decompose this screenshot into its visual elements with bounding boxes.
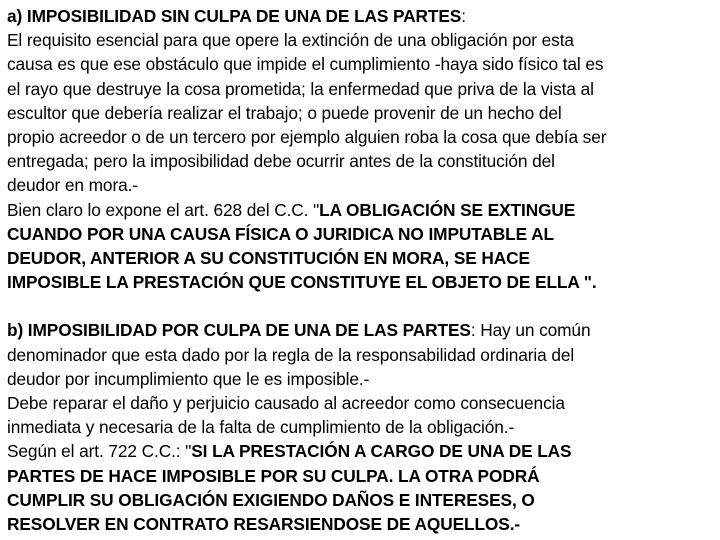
section-a-heading: a) IMPOSIBILIDAD SIN CULPA DE UNA DE LAS PARTES [7,6,462,26]
section-b-body-line: deudor por incumplimiento que le es imposible.- [7,368,370,389]
section-b-body-line: Debe reparar el daño y perjuicio causado al acreedor como consecuencia [7,393,565,413]
section-b-citation-line [7,512,714,536]
section-a-body-line: causa es que ese obstáculo que impide el cumplimiento -haya sido físico tal es [7,54,604,75]
section-a-body-line: entregada; pero la imposibilidad debe ocurrir antes de la constitución del [7,151,555,172]
section-b-citation-line: CUMPLIR SU OBLIGACIÓN EXIGIENDO DAÑOS E INTERESES, O [7,489,535,510]
section-b-heading-suffix: : Hay un común [470,320,591,341]
section-a-body-line: escultor que debería realizar el trabajo; o puede provenir de un hecho del [7,102,562,123]
section-a-citation-end: ". [579,272,597,293]
section-a-citation-line: CUANDO POR UNA CAUSA FÍSICA O JURIDICA NO IMPUTABLE AL [7,223,554,244]
section-b-citation-line [7,439,714,463]
section-a-heading-suffix: : [461,6,466,26]
section-b-citation-end: .- [509,513,521,534]
section-b-heading-line [7,318,714,342]
section-b-heading: b) IMPOSIBILIDAD POR CULPA DE UNA DE LAS PARTES [7,320,471,341]
section-a-citation-intro: Bien claro lo expone el art. 628 del C.C. " [7,199,320,220]
section-a-body-line: propio acreedor o de un tercero por ejemplo alguien roba la cosa que debía ser [7,126,607,147]
section-a-heading-line [7,4,714,28]
section-a-citation-text: LA OBLIGACIÓN SE EXTINGUE [319,199,576,220]
section-b-citation-line: PARTES DE HACE IMPOSIBLE POR SU CULPA. LA OTRA PODRÁ [7,465,540,486]
section-b-citation-intro: Según el art. 722 C.C.: " [7,441,192,462]
section-a-citation-line [7,198,714,222]
section-a-body-line: El requisito esencial para que opere la extinción de una obligación por esta [7,30,574,51]
section-a-body-line: deudor en mora.- [7,175,138,196]
section-a-citation-line: DEUDOR, ANTERIOR A SU CONSTITUCIÓN EN MORA, SE HACE [7,247,530,268]
section-a-citation-text: IMPOSIBLE LA PRESTACIÓN QUE CONSTITUYE EL OBJETO DE ELLA [7,272,580,293]
section-b-citation-text: SI LA PRESTACIÓN A CARGO DE UNA DE LAS [191,441,572,462]
section-b-body-line: denominador que esta dado por la regla de la responsabilidad ordinaria del [7,344,575,365]
section-a-citation-line [7,270,714,294]
section-b-body-line: inmediata y necesaria de la falta de cumplimiento de la obligación.- [7,417,515,438]
section-b-citation-text: RESOLVER EN CONTRATO RESARSIENDOSE DE AQUELLOS [7,513,510,534]
section-spacer [7,294,714,318]
section-a-body-line: el rayo que destruye la cosa prometida; la enfermedad que priva de la vista al [7,78,594,99]
